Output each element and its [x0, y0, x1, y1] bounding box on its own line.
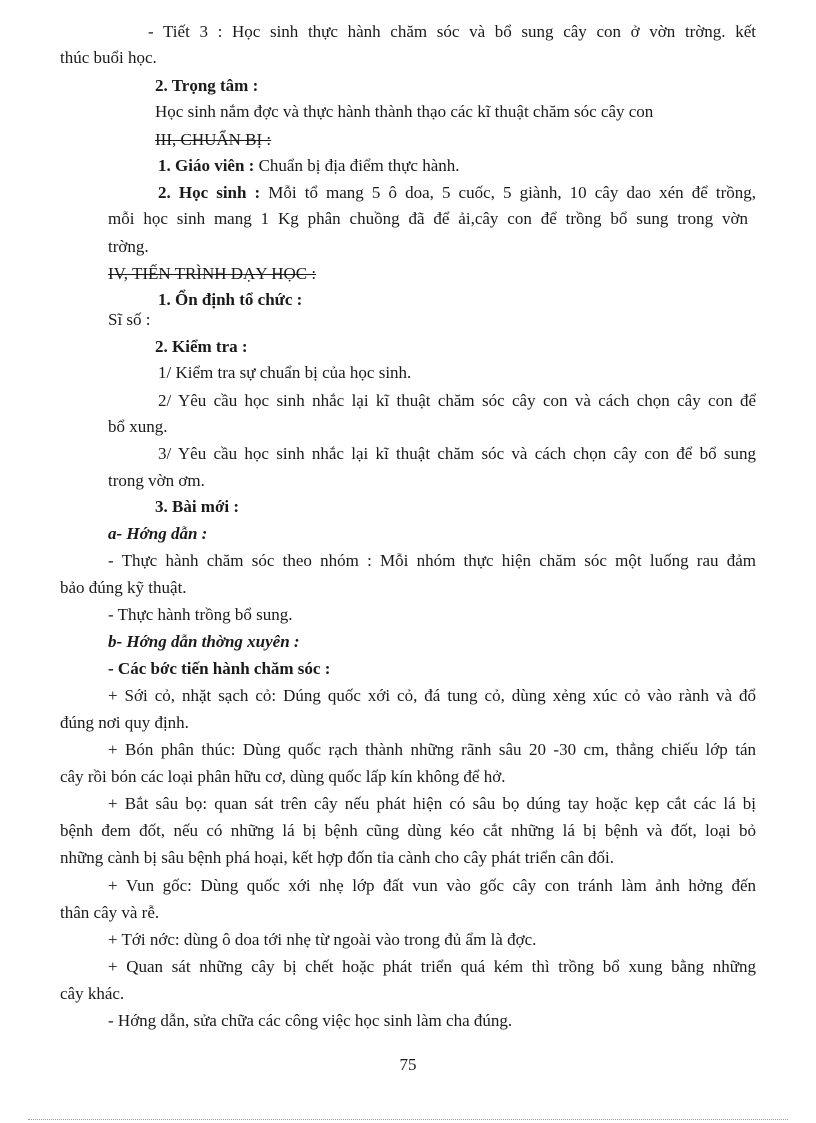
- body-line: bệnh đem đốt, nếu có những lá bị bệnh cũng dùng kéo cắt những lá bị bệnh và đốt, loại bỏ: [60, 821, 756, 840]
- body-line: thúc buổi học.: [60, 48, 157, 67]
- body-line: + Tới nớc: dùng ô doa tới nhẹ từ ngoài vào trong đủ ẩm là đợc.: [108, 930, 537, 949]
- body-line: bảo đúng kỹ thuật.: [60, 578, 187, 597]
- body-line: mỗi học sinh mang 1 Kg phân chuồng đã để ải,cây con để trồng bổ sung trong vờn: [108, 209, 748, 228]
- body-line: bổ xung.: [108, 417, 168, 436]
- body-line: + Bắt sâu bọ: quan sát trên cây nếu phát hiện có sâu bọ dúng tay hoặc kẹp cắt các lá bị: [108, 794, 756, 813]
- page-number: 75: [399, 1055, 417, 1074]
- body-line: thân cây và rễ.: [60, 903, 160, 922]
- body-line: Sĩ số :: [108, 310, 151, 329]
- body-line: [158, 156, 460, 176]
- body-text: Chuẩn bị địa điểm thực hành.: [254, 156, 460, 175]
- body-line: + Quan sát những cây bị chết hoặc phát triển quá kém thì trồng bổ xung bằng những: [108, 957, 756, 976]
- body-line: trong vờn ơm.: [108, 471, 205, 490]
- subheading: b- Hớng dẫn thờng xuyên :: [108, 632, 300, 651]
- body-line: cây khác.: [60, 984, 125, 1003]
- body-line: 3/ Yêu cầu học sinh nhắc lại kĩ thuật chăm sóc và cách chọn cây con để bổ sung: [158, 444, 756, 463]
- subheading-label: 2. Học sinh :: [158, 183, 261, 202]
- body-line: - Tiết 3 : Học sinh thực hành chăm sóc và bổ sung cây con ở vờn trờng. kết: [148, 22, 756, 41]
- body-text: Mỗi tổ mang 5 ô doa, 5 cuốc, 5 giành, 10 cây dao xén để trồng,: [260, 183, 756, 202]
- body-line: cây rồi bón các loại phân hữu cơ, dùng quốc lấp kín không để hở.: [60, 767, 506, 786]
- body-line: những cành bị sâu bệnh phá hoại, kết hợp đốn tỉa cành cho cây phát triển cân đối.: [60, 848, 615, 867]
- body-line: [158, 183, 756, 203]
- body-line: - Thực hành chăm sóc theo nhóm : Mỗi nhóm thực hiện chăm sóc một luống rau đảm: [108, 551, 756, 570]
- body-line: 1/ Kiểm tra sự chuẩn bị của học sinh.: [158, 363, 412, 382]
- body-line: + Sới cỏ, nhặt sạch cỏ: Dúng quốc xới cỏ, đá tung cỏ, dùng xẻng xúc cỏ vào rành và đổ: [108, 686, 756, 705]
- body-line: Học sinh nắm đợc và thực hành thành thạo các kĩ thuật chăm sóc cây con: [155, 102, 654, 121]
- body-line: - Hớng dẫn, sửa chữa các công việc học sinh làm cha đúng.: [108, 1011, 513, 1030]
- section-heading: IV, TIẾN TRÌNH DẠY HỌC :: [108, 264, 317, 283]
- subheading: 1. Ổn định tổ chức :: [158, 290, 303, 309]
- body-line: 2/ Yêu cầu học sinh nhắc lại kĩ thuật chăm sóc cây con và cách chọn cây con để: [158, 391, 756, 410]
- page-bottom-divider: [28, 1119, 788, 1120]
- subheading-label: 1. Giáo viên :: [158, 156, 255, 175]
- section-heading: III, CHUẨN BỊ :: [155, 130, 272, 149]
- body-line: đúng nơi quy định.: [60, 713, 189, 732]
- subheading: 3. Bài mới :: [155, 497, 240, 516]
- body-line: trờng.: [108, 237, 149, 256]
- body-line: + Bón phân thúc: Dùng quốc rạch thành những rãnh sâu 20 -30 cm, thẳng chiếu lớp tán: [108, 740, 756, 759]
- subheading: a- Hớng dẫn :: [108, 524, 208, 543]
- section-heading: 2. Trọng tâm :: [155, 76, 259, 95]
- body-line: - Thực hành trồng bổ sung.: [108, 605, 293, 624]
- subheading: - Các bớc tiến hành chăm sóc :: [108, 659, 331, 678]
- subheading: 2. Kiểm tra :: [155, 337, 248, 356]
- body-line: + Vun gốc: Dùng quốc xới nhẹ lớp đất vun vào gốc cây con tránh làm ảnh hởng đến: [108, 876, 756, 895]
